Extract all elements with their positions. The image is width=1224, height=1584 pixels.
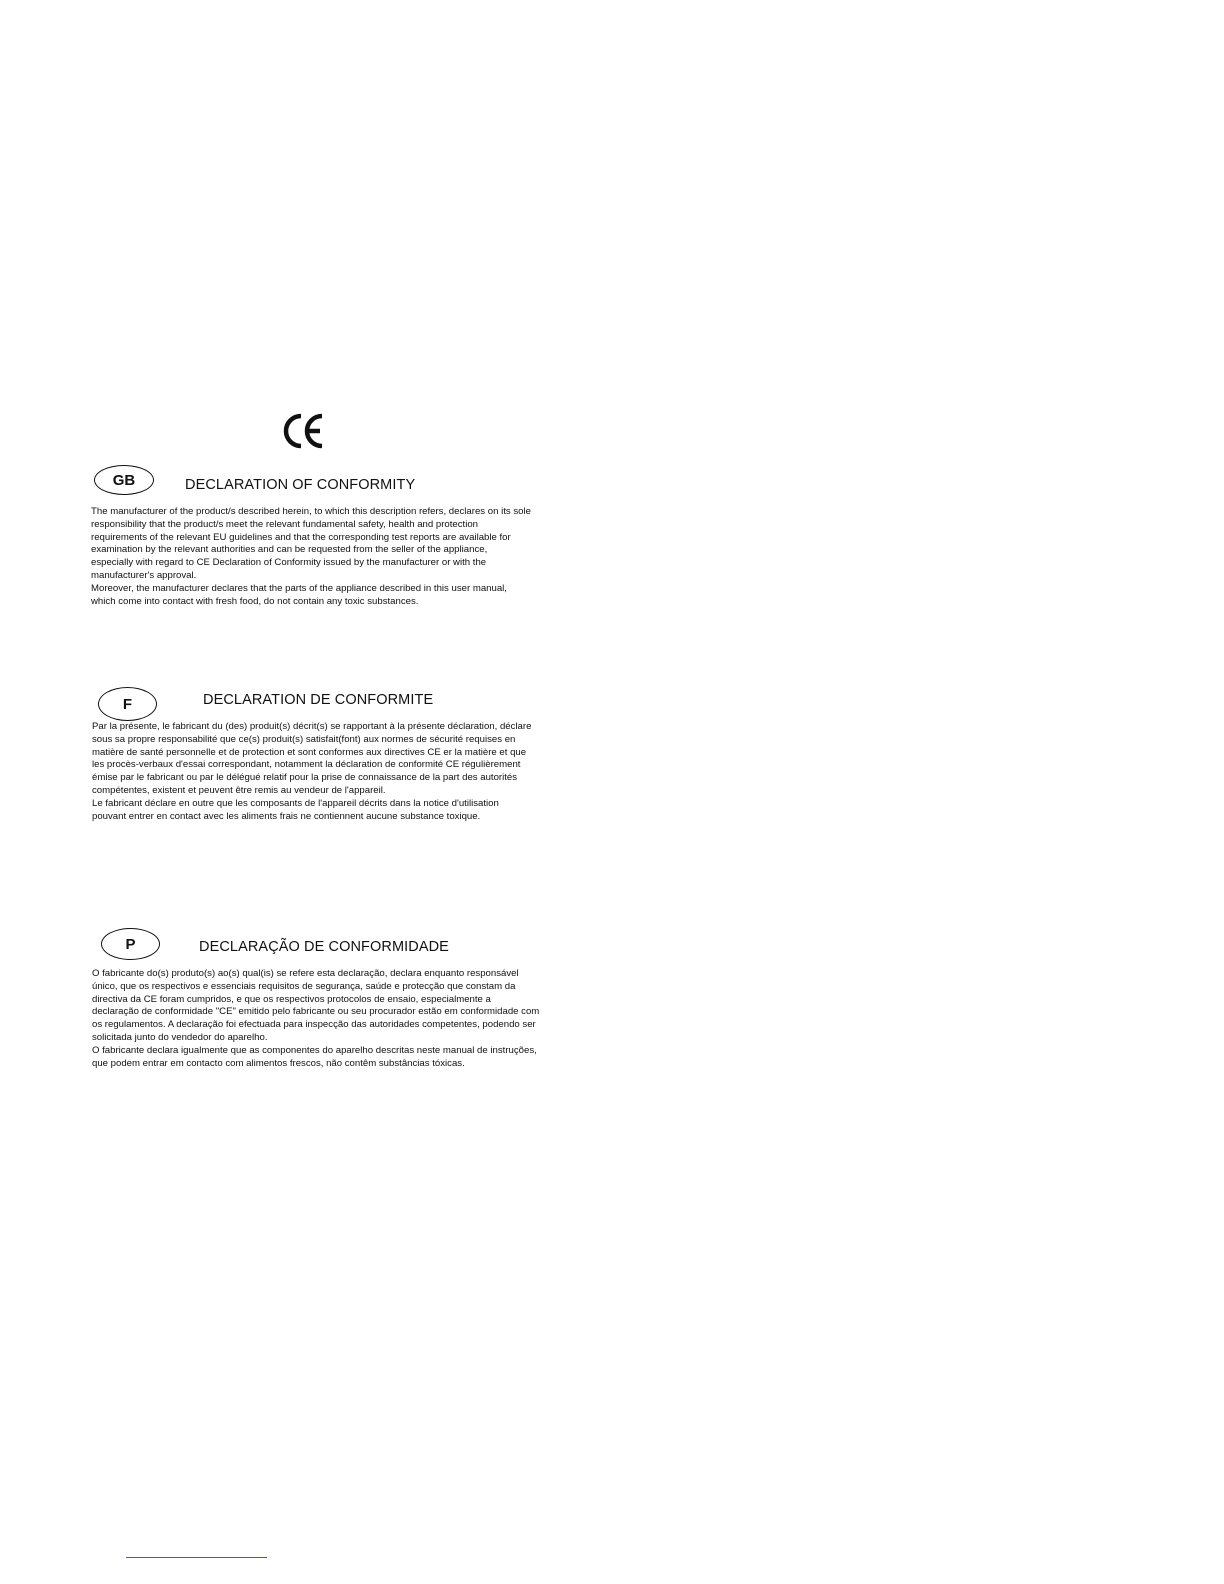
body-paragraph: Le fabricant déclare en outre que les composants de l'appareil décrits dans la notice d'utilisation pouvant entrer en contact avec les aliments frais ne contiennent aucune substance toxique. xyxy=(92,797,499,822)
footer-rule xyxy=(126,1557,267,1558)
section-title: DECLARATION DE CONFORMITE xyxy=(203,692,434,708)
section-body xyxy=(91,506,531,608)
body-paragraph: Moreover, the manufacturer declares that the parts of the appliance described in this user manual, which come into contact with fresh food, do not contain any toxic substances. xyxy=(91,582,507,607)
country-badge-f: F xyxy=(98,687,157,721)
body-paragraph: O fabricante do(s) produto(s) ao(s) qual(is) se refere esta declaração, declara enquanto responsável único, que os respectivos e essenciais requisitos de segurança, saúde e protecção que constam da directiva da CE foram cumpridos, e que os respectivos protocolos de ensaio, especialmente a declaração de conformidade "CE" emitido pelo fabricante ou seu procurador estão em conformidade com os regulamentos. A declaração foi efectuada para inspecção das autoridades competentes, podendo ser solicitada junto do vendedor do aparelho. xyxy=(92,968,540,1043)
body-paragraph: O fabricante declara igualmente que as componentes do aparelho descritas neste manual de instruções, que podem entrar em contacto com alimentos frescos, não contêm substâncias tóxicas. xyxy=(92,1044,537,1069)
section-header xyxy=(88,686,548,722)
section-body xyxy=(92,968,540,1070)
section-title: DECLARATION OF CONFORMITY xyxy=(185,477,416,493)
country-badge-p: P xyxy=(101,928,160,960)
country-badge-gb: GB xyxy=(94,465,154,495)
declaration-section-gb xyxy=(88,463,548,607)
section-header xyxy=(88,463,548,499)
section-header xyxy=(88,927,548,963)
ce-mark-icon xyxy=(282,412,326,450)
section-title: DECLARAÇÃO DE CONFORMIDADE xyxy=(199,939,449,955)
body-paragraph: The manufacturer of the product/s described herein, to which this description refers, declares on its sole responsibility that the product/s meet the relevant fundamental safety, health and protection requirements of the relevant EU guidelines and that the corresponding test reports are available for examination by the relevant authorities and can be requested from the seller of the appliance, especially with regard to CE Declaration of Conformity issued by the manufacturer or with the manufacturer's approval. xyxy=(91,506,531,581)
section-body xyxy=(92,721,532,823)
declaration-section-p xyxy=(88,927,548,1069)
declaration-section-f xyxy=(88,686,548,822)
body-paragraph: Par la présente, le fabricant du (des) produit(s) décrit(s) se rapportant à la présente déclaration, déclare sous sa propre responsabilité que ce(s) produit(s) satisfait(font) aux normes de sécurité requises en matière de santé personnelle et de protection et sont conformes aux directives CE er la matière et que les procès-verbaux d'essai correspondant, notamment la déclaration de conformité CE régulièrement émise par le fabricant ou par le délégué relatif pour la prise de connaissance de la part des autorités compétentes, existent et peuvent être remis au vendeur de l'appareil. xyxy=(92,721,532,796)
